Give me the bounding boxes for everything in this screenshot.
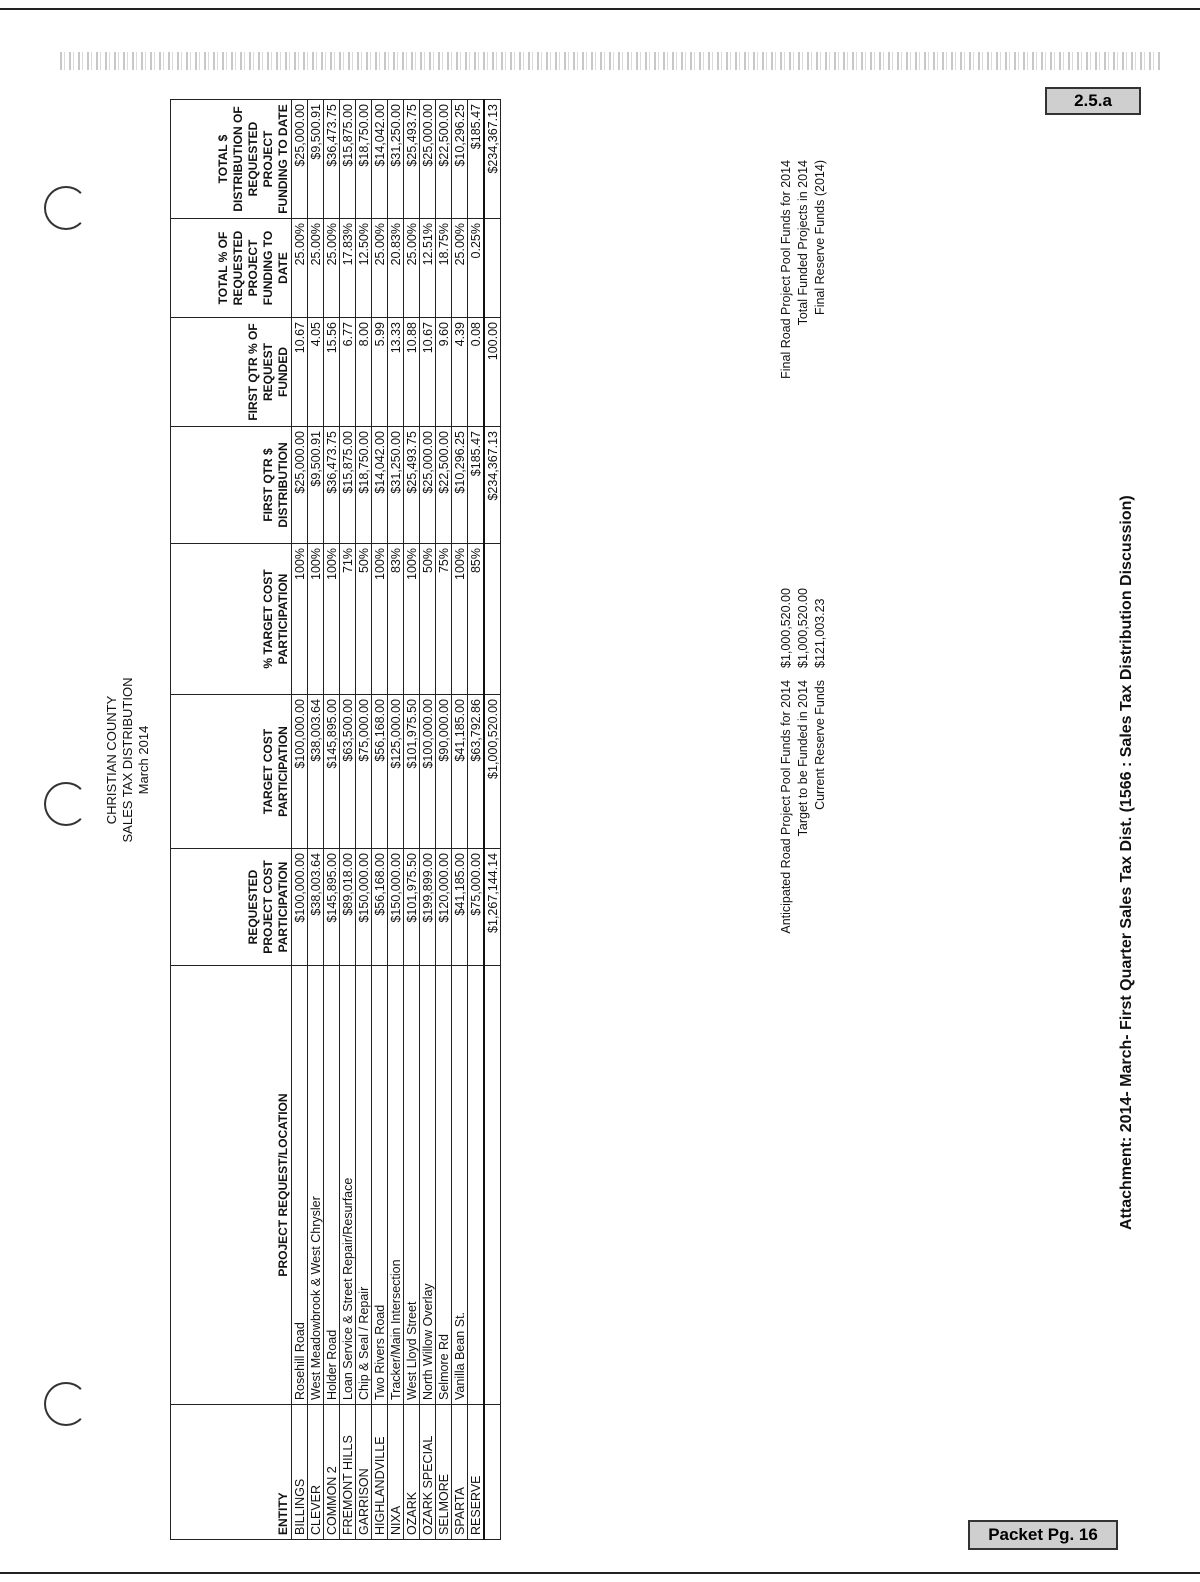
cell-requested: $120,000.00: [436, 849, 452, 966]
item-number-badge: 2.5.a: [1045, 87, 1141, 115]
cell-total-dist: $9,500.91: [308, 100, 324, 219]
cell-requested: $41,185.00: [452, 849, 468, 966]
col-q1-pct: FIRST QTR % OF REQUEST FUNDED: [171, 318, 292, 427]
cell-q1-pct: 8.00: [356, 318, 372, 427]
cell-total-pct: 25.00%: [372, 219, 388, 318]
cell-total-dist: $15,875.00: [340, 100, 356, 219]
cell-requested: $75,000.00: [468, 849, 485, 966]
cell-empty: [484, 1405, 501, 1540]
col-pct-target: % TARGET COST PARTICIPATION: [171, 544, 292, 695]
cell-q1-dist: $9,500.91: [308, 427, 324, 544]
cell-target: $63,500.00: [340, 695, 356, 849]
attachment-caption: Attachment: 2014- March- First Quarter Sales Tax Dist. (1566 : Sales Tax Distribution Discussion): [1118, 495, 1135, 1230]
funds-summary-right: [778, 160, 829, 500]
cell-q1-dist: $25,000.00: [420, 427, 436, 544]
scan-border-bottom: [0, 1572, 1200, 1574]
cell-project: Holder Road: [324, 966, 340, 1405]
col-entity: ENTITY: [171, 1405, 292, 1540]
cell-q1-dist: $22,500.00: [436, 427, 452, 544]
cell-total-dist: $14,042.00: [372, 100, 388, 219]
cell-target: $101,975.50: [404, 695, 420, 849]
cell-project: West Meadowbrook & West Chrysler: [308, 966, 324, 1405]
cell-target: $100,000.00: [292, 695, 308, 849]
distribution-table: [170, 99, 501, 1540]
cell-requested: $199,899.00: [420, 849, 436, 966]
col-requested: REQUESTED PROJECT COST PARTICIPATION: [171, 849, 292, 966]
cell-target: $145,895.00: [324, 695, 340, 849]
county-name: CHRISTIAN COUNTY: [104, 695, 119, 825]
cell-target: $125,000.00: [388, 695, 404, 849]
scan-border-top: [0, 8, 1200, 10]
cell-entity: COMMON 2: [324, 1405, 340, 1540]
document-title: SALES TAX DISTRIBUTION: [120, 677, 135, 843]
cell-entity: BILLINGS: [292, 1405, 308, 1540]
cell-project: West Lloyd Street: [404, 966, 420, 1405]
cell-q1-pct: 4.39: [452, 318, 468, 427]
cell-total-pct: 25.00%: [324, 219, 340, 318]
total-total-dist: $234,367.13: [484, 100, 501, 219]
cell-q1-pct: 10.67: [292, 318, 308, 427]
cell-project: Two Rivers Road: [372, 966, 388, 1405]
cell-project: Tracker/Main Intersection: [388, 966, 404, 1405]
cell-q1-dist: $31,250.00: [388, 427, 404, 544]
summary-line: [812, 558, 829, 940]
cell-target: $56,168.00: [372, 695, 388, 849]
total-q1-pct: 100.00: [484, 318, 501, 427]
cell-entity: OZARK: [404, 1405, 420, 1540]
table-row: [340, 100, 356, 1540]
summary-label: Current Reserve Funds: [813, 680, 827, 810]
cell-entity: SPARTA: [452, 1405, 468, 1540]
document-date: March 2014: [136, 725, 151, 795]
cell-q1-pct: 6.77: [340, 318, 356, 427]
cell-pct-target: 50%: [356, 544, 372, 695]
cell-requested: $145,895.00: [324, 849, 340, 966]
scan-noise-strip: [60, 52, 1160, 70]
col-project: PROJECT REQUEST/LOCATION: [171, 966, 292, 1405]
table-row: [468, 100, 485, 1540]
cell-q1-dist: $15,875.00: [340, 427, 356, 544]
summary-label: Anticipated Road Project Pool Funds for 2014: [779, 680, 793, 934]
summary-label: Total Funded Projects in 2014: [796, 160, 810, 326]
cell-pct-target: 71%: [340, 544, 356, 695]
cell-total-pct: 25.00%: [452, 219, 468, 318]
col-total-pct: TOTAL % OF REQUESTED PROJECT FUNDING TO DATE: [171, 219, 292, 318]
cell-pct-target: 75%: [436, 544, 452, 695]
summary-value: $1,000,520.00: [796, 588, 810, 668]
cell-total-dist: $18,750.00: [356, 100, 372, 219]
cell-q1-pct: 10.88: [404, 318, 420, 427]
cell-q1-dist: $25,493.75: [404, 427, 420, 544]
summary-label: Target to be Funded in 2014: [796, 680, 810, 837]
cell-requested: $150,000.00: [356, 849, 372, 966]
cell-requested: $100,000.00: [292, 849, 308, 966]
table-row: [356, 100, 372, 1540]
table-totals-row: [484, 100, 501, 1540]
cell-total-pct: 0.25%: [468, 219, 485, 318]
summary-line: [795, 558, 812, 940]
cell-total-dist: $22,500.00: [436, 100, 452, 219]
cell-entity: CLEVER: [308, 1405, 324, 1540]
cell-q1-pct: 4.05: [308, 318, 324, 427]
cell-target: $75,000.00: [356, 695, 372, 849]
cell-pct-target: 100%: [308, 544, 324, 695]
summary-label: Final Road Project Pool Funds for 2014: [779, 160, 793, 379]
cell-q1-pct: 10.67: [420, 318, 436, 427]
cell-total-pct: 18.75%: [436, 219, 452, 318]
total-q1-dist: $234,367.13: [484, 427, 501, 544]
cell-pct-target: 83%: [388, 544, 404, 695]
cell-pct-target: 100%: [372, 544, 388, 695]
summary-label: Final Reserve Funds (2014): [813, 160, 827, 315]
cell-requested: $38,003.64: [308, 849, 324, 966]
cell-total-pct: 20.83%: [388, 219, 404, 318]
cell-project: Vanilla Bean St.: [452, 966, 468, 1405]
cell-entity: NIXA: [388, 1405, 404, 1540]
cell-requested: $150,000.00: [388, 849, 404, 966]
cell-total-pct: 12.51%: [420, 219, 436, 318]
cell-total-pct: 25.00%: [308, 219, 324, 318]
table-row: [372, 100, 388, 1540]
cell-total-pct: 25.00%: [292, 219, 308, 318]
cell-pct-target: 100%: [452, 544, 468, 695]
cell-entity: OZARK SPECIAL: [420, 1405, 436, 1540]
cell-total-dist: $185.47: [468, 100, 485, 219]
cell-target: $41,185.00: [452, 695, 468, 849]
table-row: [324, 100, 340, 1540]
table-row: [388, 100, 404, 1540]
cell-project: Selmore Rd: [436, 966, 452, 1405]
cell-total-dist: $25,493.75: [404, 100, 420, 219]
cell-total-dist: $25,000.00: [420, 100, 436, 219]
table-row: [452, 100, 468, 1540]
cell-q1-pct: 0.08: [468, 318, 485, 427]
col-target: TARGET COST PARTICIPATION: [171, 695, 292, 849]
table-header-row: [171, 100, 292, 1540]
cell-requested: $56,168.00: [372, 849, 388, 966]
cell-target: $90,000.00: [436, 695, 452, 849]
cell-requested: $89,018.00: [340, 849, 356, 966]
cell-empty: [484, 966, 501, 1405]
cell-pct-target: 85%: [468, 544, 485, 695]
table-row: [420, 100, 436, 1540]
summary-value: $121,003.23: [813, 598, 827, 668]
cell-total-pct: 25.00%: [404, 219, 420, 318]
cell-pct-target: 100%: [324, 544, 340, 695]
cell-project: [468, 966, 485, 1405]
cell-total-dist: $25,000.00: [292, 100, 308, 219]
cell-q1-pct: 5.99: [372, 318, 388, 427]
cell-q1-dist: $36,473.75: [324, 427, 340, 544]
cell-empty: [484, 544, 501, 695]
cell-q1-dist: $185.47: [468, 427, 485, 544]
cell-q1-dist: $25,000.00: [292, 427, 308, 544]
cell-pct-target: 100%: [404, 544, 420, 695]
cell-entity: SELMORE: [436, 1405, 452, 1540]
cell-q1-dist: $14,042.00: [372, 427, 388, 544]
summary-value: $1,000,520.00: [779, 588, 793, 668]
title-block: [104, 640, 152, 880]
cell-target: $38,003.64: [308, 695, 324, 849]
col-q1-dist: FIRST QTR $ DISTRIBUTION: [171, 427, 292, 544]
cell-q1-pct: 9.60: [436, 318, 452, 427]
total-requested: $1,267,144.14: [484, 849, 501, 966]
cell-total-pct: 12.50%: [356, 219, 372, 318]
table-row: [436, 100, 452, 1540]
cell-total-dist: $36,473.75: [324, 100, 340, 219]
cell-entity: GARRISON: [356, 1405, 372, 1540]
cell-empty: [484, 219, 501, 318]
cell-entity: FREMONT HILLS: [340, 1405, 356, 1540]
cell-pct-target: 100%: [292, 544, 308, 695]
table-row: [308, 100, 324, 1540]
table-row: [292, 100, 308, 1540]
funds-summary-left: [778, 558, 829, 940]
cell-requested: $101,975.50: [404, 849, 420, 966]
cell-entity: HIGHLANDVILLE: [372, 1405, 388, 1540]
cell-project: North Willow Overlay: [420, 966, 436, 1405]
cell-total-pct: 17.83%: [340, 219, 356, 318]
cell-target: $63,792.86: [468, 695, 485, 849]
cell-q1-dist: $10,296.25: [452, 427, 468, 544]
cell-q1-dist: $18,750.00: [356, 427, 372, 544]
rotated-page: [50, 90, 1180, 1560]
cell-project: Loan Service & Street Repair/Resurface: [340, 966, 356, 1405]
cell-q1-pct: 15.56: [324, 318, 340, 427]
col-total-dist: TOTAL $ DISTRIBUTION OF REQUESTED PROJECT FUNDING TO DATE: [171, 100, 292, 219]
summary-line: [778, 558, 795, 940]
cell-q1-pct: 13.33: [388, 318, 404, 427]
cell-total-dist: $31,250.00: [388, 100, 404, 219]
cell-project: Rosehill Road: [292, 966, 308, 1405]
total-target: $1,000,520.00: [484, 695, 501, 849]
cell-target: $100,000.00: [420, 695, 436, 849]
cell-pct-target: 50%: [420, 544, 436, 695]
cell-total-dist: $10,296.25: [452, 100, 468, 219]
table-row: [404, 100, 420, 1540]
packet-page-badge: Packet Pg. 16: [968, 1520, 1118, 1550]
cell-entity: RESERVE: [468, 1405, 485, 1540]
cell-project: Chip & Seal / Repair: [356, 966, 372, 1405]
